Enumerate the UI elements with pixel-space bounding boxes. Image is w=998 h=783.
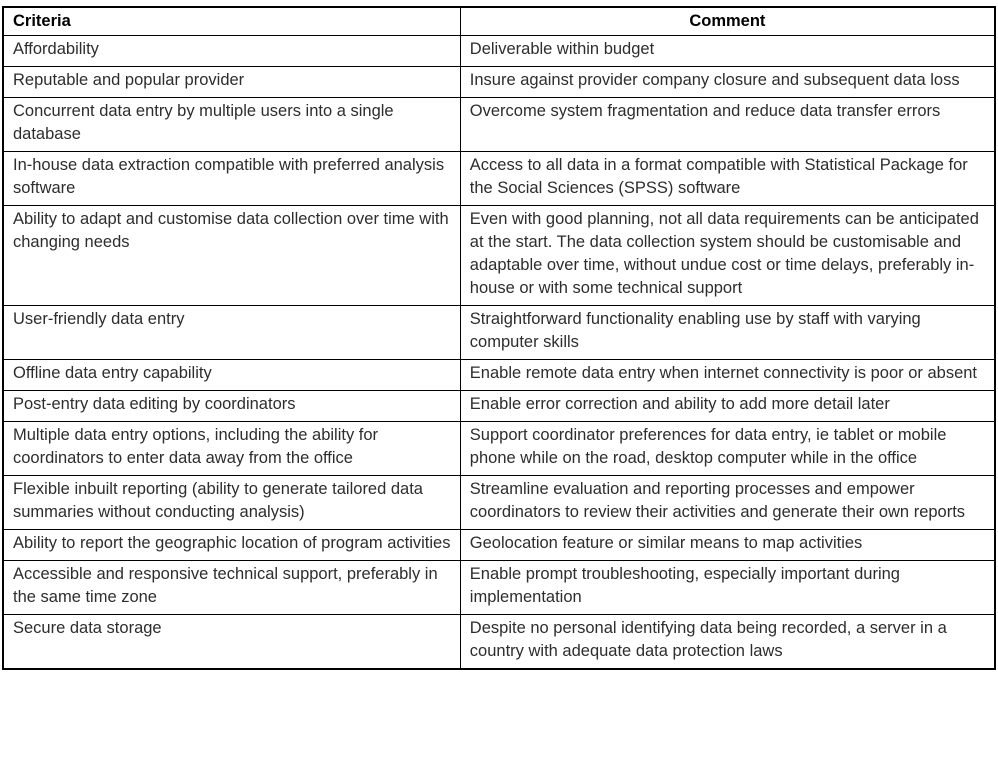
table-row	[3, 67, 995, 98]
criteria-cell: Affordability	[3, 36, 460, 67]
table-row	[3, 391, 995, 422]
comment-cell: Streamline evaluation and reporting processes and empower coordinators to review their activities and generate their own reports	[460, 476, 995, 530]
table-row	[3, 530, 995, 561]
comment-cell: Enable remote data entry when internet connectivity is poor or absent	[460, 360, 995, 391]
criteria-cell: Reputable and popular provider	[3, 67, 460, 98]
criteria-cell: Offline data entry capability	[3, 360, 460, 391]
criteria-cell: User-friendly data entry	[3, 306, 460, 360]
comment-cell: Enable error correction and ability to add more detail later	[460, 391, 995, 422]
comment-cell: Even with good planning, not all data requirements can be anticipated at the start. The data collection system should be customisable and adaptable over time, without undue cost or time delays, preferably in-house or with some technical support	[460, 206, 995, 306]
table-row	[3, 476, 995, 530]
comment-cell: Enable prompt troubleshooting, especially important during implementation	[460, 561, 995, 615]
criteria-cell: Ability to adapt and customise data collection over time with changing needs	[3, 206, 460, 306]
table-row	[3, 306, 995, 360]
criteria-cell: Concurrent data entry by multiple users into a single database	[3, 98, 460, 152]
criteria-cell: Ability to report the geographic location of program activities	[3, 530, 460, 561]
column-header-comment: Comment	[460, 7, 995, 36]
table-row	[3, 360, 995, 391]
table-row	[3, 98, 995, 152]
comment-cell: Despite no personal identifying data being recorded, a server in a country with adequate data protection laws	[460, 615, 995, 670]
table-row	[3, 422, 995, 476]
criteria-comment-table	[2, 6, 996, 670]
table-row	[3, 615, 995, 670]
criteria-cell: Secure data storage	[3, 615, 460, 670]
comment-cell: Geolocation feature or similar means to map activities	[460, 530, 995, 561]
comment-cell: Support coordinator preferences for data entry, ie tablet or mobile phone while on the road, desktop computer while in the office	[460, 422, 995, 476]
comment-cell: Access to all data in a format compatible with Statistical Package for the Social Sciences (SPSS) software	[460, 152, 995, 206]
table-row	[3, 206, 995, 306]
column-header-criteria: Criteria	[3, 7, 460, 36]
comment-cell: Deliverable within budget	[460, 36, 995, 67]
criteria-cell: Flexible inbuilt reporting (ability to generate tailored data summaries without conducting analysis)	[3, 476, 460, 530]
criteria-cell: Accessible and responsive technical support, preferably in the same time zone	[3, 561, 460, 615]
criteria-cell: Multiple data entry options, including the ability for coordinators to enter data away from the office	[3, 422, 460, 476]
table-row	[3, 36, 995, 67]
criteria-cell: Post-entry data editing by coordinators	[3, 391, 460, 422]
comment-cell: Straightforward functionality enabling use by staff with varying computer skills	[460, 306, 995, 360]
header-row	[3, 7, 995, 36]
comment-cell: Overcome system fragmentation and reduce data transfer errors	[460, 98, 995, 152]
comment-cell: Insure against provider company closure and subsequent data loss	[460, 67, 995, 98]
criteria-cell: In-house data extraction compatible with preferred analysis software	[3, 152, 460, 206]
table-row	[3, 152, 995, 206]
table-row	[3, 561, 995, 615]
